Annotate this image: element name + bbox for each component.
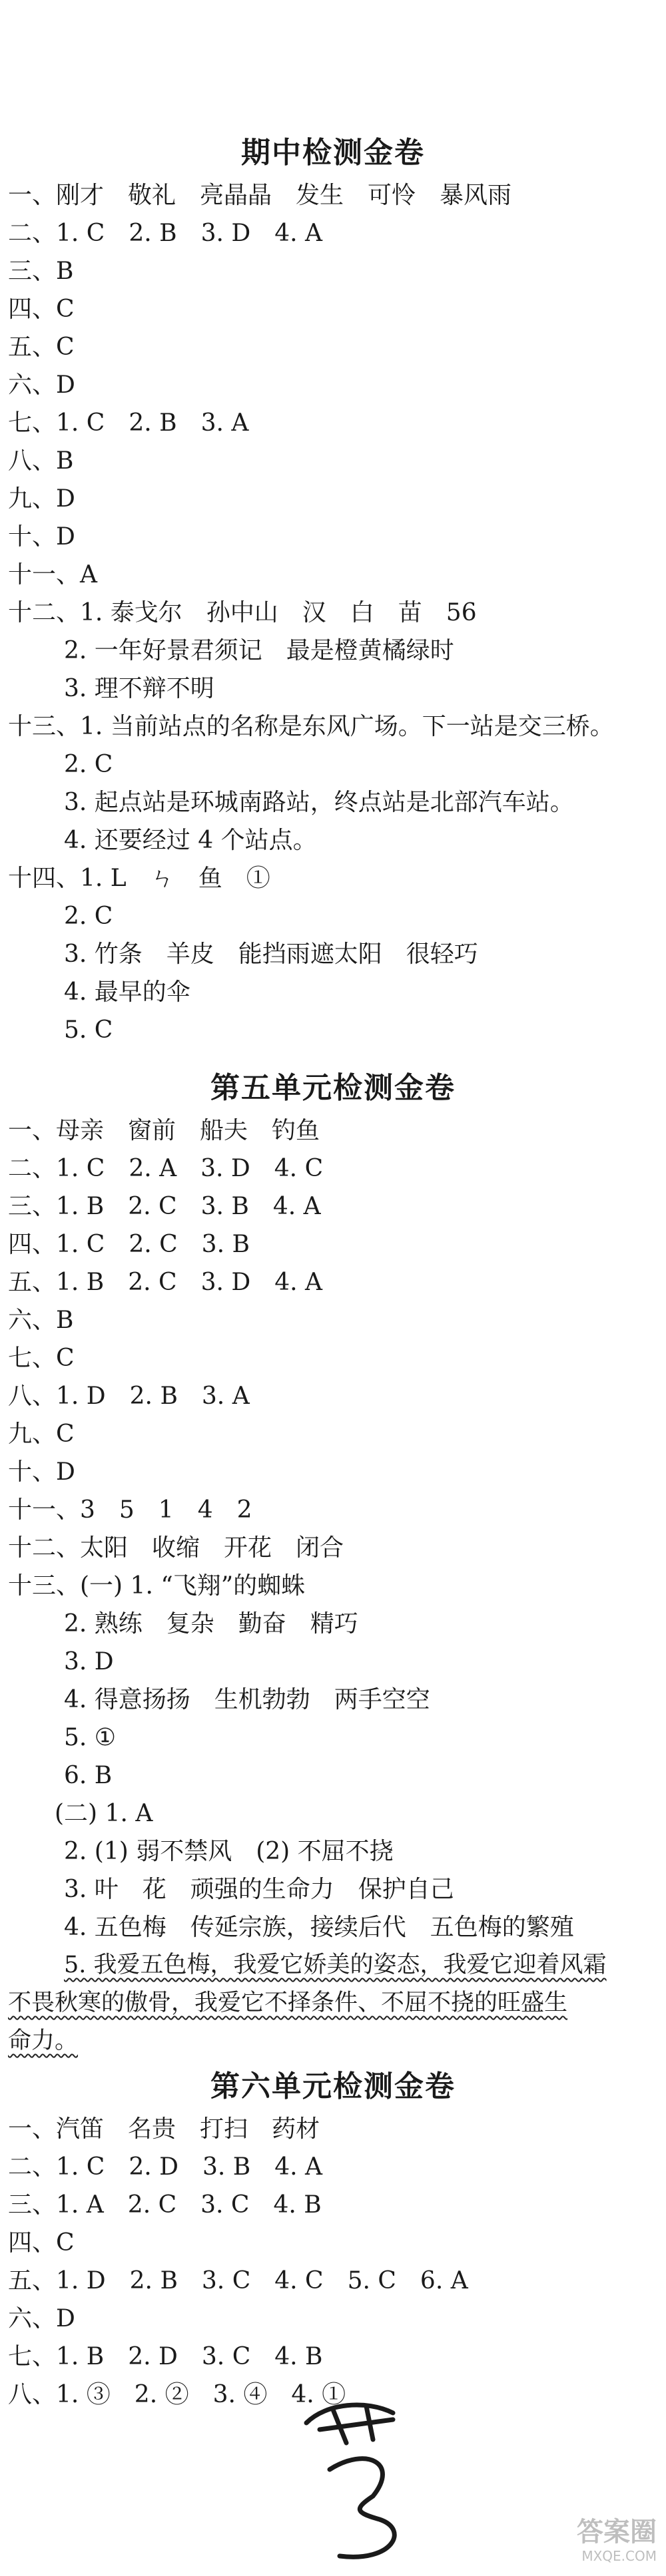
- answer-subline-underlined: [0, 1946, 666, 1984]
- watermark-url: MXQE.COM: [581, 2548, 657, 2564]
- answer-line: 一、母亲 窗前 船夫 钓鱼: [8, 1117, 320, 1144]
- answer-line: 三、1. B 2. C 3. B 4. A: [8, 1193, 321, 1220]
- section-title-unit5: 第五单元检测金卷: [210, 1071, 456, 1105]
- watermark-logo: [530, 2516, 657, 2569]
- answer-line: 六、B: [8, 1307, 74, 1334]
- answer-line: 一、刚才 敬礼 亮晶晶 发生 可怜 暴风雨: [8, 182, 512, 209]
- answer-subline: 3. D: [64, 1648, 114, 1675]
- answer-line: 四、C: [8, 296, 75, 323]
- midterm-section: [0, 130, 666, 1049]
- answer-line: 八、1. ③ 2. ② 3. ④ 4. ①: [8, 2381, 346, 2408]
- answer-subline: 4. 最早的伞: [64, 978, 190, 1006]
- answer-line: 十四、1. L ㄣ 鱼 ①: [8, 865, 270, 892]
- section-title-unit6: 第六单元检测金卷: [210, 2069, 456, 2103]
- answer-line: 九、D: [8, 485, 75, 513]
- answer-subline: 4. 得意扬扬 生机勃勃 两手空空: [64, 1686, 430, 1713]
- unit6-section: [0, 2063, 666, 2414]
- answer-line: 三、1. A 2. C 3. C 4. B: [8, 2191, 322, 2219]
- answer-line: 十二、1. 泰戈尔 孙中山 汉 白 苗 56: [8, 599, 477, 626]
- answer-subline: 5. C: [64, 1016, 113, 1044]
- answer-line: 十一、3 5 1 4 2: [8, 1496, 252, 1524]
- answer-line-underlined: [0, 2022, 666, 2060]
- answer-line: 五、1. B 2. C 3. D 4. A: [8, 1269, 323, 1296]
- section-title-midterm: 期中检测金卷: [241, 136, 425, 170]
- answer-line: 七、C: [8, 1345, 75, 1372]
- answer-line: 十、D: [8, 1458, 75, 1486]
- answer-line: 二、1. C 2. A 3. D 4. C: [8, 1155, 324, 1182]
- answer-subline: 2. 一年好景君须记 最是橙黄橘绿时: [64, 637, 454, 664]
- handwritten-page-number: [293, 2390, 426, 2569]
- answer-subline: 2. 熟练 复杂 勤奋 精巧: [64, 1610, 358, 1637]
- unit5-section: [0, 1065, 666, 2060]
- answer-line: 九、C: [8, 1420, 75, 1448]
- answer-subline: 4. 还要经过 4 个站点。: [64, 827, 317, 854]
- answer-line: 十一、A: [8, 561, 97, 588]
- answer-line: 六、D: [8, 371, 75, 399]
- answer-line: 一、汽笛 名贵 打扫 药材: [8, 2115, 320, 2143]
- answer-subline: 2. C: [64, 903, 113, 930]
- answer-subline: 3. 起点站是环城南路站，终点站是北部汽车站。: [64, 789, 574, 816]
- answer-line: 三、B: [8, 258, 74, 285]
- wavy-underlined-text: 5. 我爱五色梅，我爱它娇美的姿态，我爱它迎着风霜: [64, 1952, 607, 1978]
- watermark-text: 答案圈: [577, 2517, 657, 2547]
- answer-line-underlined: [0, 1984, 666, 2022]
- answer-line: 七、1. C 2. B 3. A: [8, 409, 249, 437]
- answer-line: 四、1. C 2. C 3. B: [8, 1231, 250, 1258]
- answer-line: 七、1. B 2. D 3. C 4. B: [8, 2343, 323, 2370]
- answer-line: 二、1. C 2. D 3. B 4. A: [8, 2153, 323, 2181]
- answer-line: 十、D: [8, 523, 75, 550]
- answer-line: 六、D: [8, 2305, 75, 2332]
- answer-subline: 3. 叶 花 顽强的生命力 保护自己: [64, 1876, 454, 1903]
- answer-subline: 3. 理不辩不明: [64, 675, 214, 702]
- answer-line: 五、1. D 2. B 3. C 4. C 5. C 6. A: [8, 2267, 468, 2294]
- answer-subline: (二) 1. A: [55, 1800, 153, 1827]
- answer-line: 四、C: [8, 2229, 75, 2256]
- answer-line: 八、B: [8, 447, 74, 475]
- answer-subline: 3. 竹条 羊皮 能挡雨遮太阳 很轻巧: [64, 941, 478, 968]
- wavy-underlined-text: 不畏秋寒的傲骨，我爱它不择条件、不屈不挠的旺盛生: [8, 1990, 568, 2016]
- answer-line: 八、1. D 2. B 3. A: [8, 1383, 250, 1410]
- answer-line: 五、C: [8, 333, 75, 361]
- answer-subline: 4. 五色梅 传延宗族，接续后代 五色梅的繁殖: [64, 1914, 574, 1941]
- wavy-underlined-text: 命力。: [8, 2028, 79, 2054]
- answer-subline: 5. ①: [64, 1724, 117, 1751]
- answer-line: 二、1. C 2. B 3. D 4. A: [8, 220, 323, 247]
- answer-line: 十三、(一) 1. “飞翔”的蜘蛛: [8, 1572, 306, 1600]
- answer-subline: 2. C: [64, 751, 113, 778]
- answer-subline: 2. (1) 弱不禁风 (2) 不屈不挠: [64, 1838, 394, 1865]
- answer-subline: 6. B: [64, 1762, 113, 1789]
- answer-line: 十三、1. 当前站点的名称是东风广场。下一站是交三桥。: [8, 713, 614, 740]
- answer-line: 十二、太阳 收缩 开花 闭合: [8, 1534, 344, 1562]
